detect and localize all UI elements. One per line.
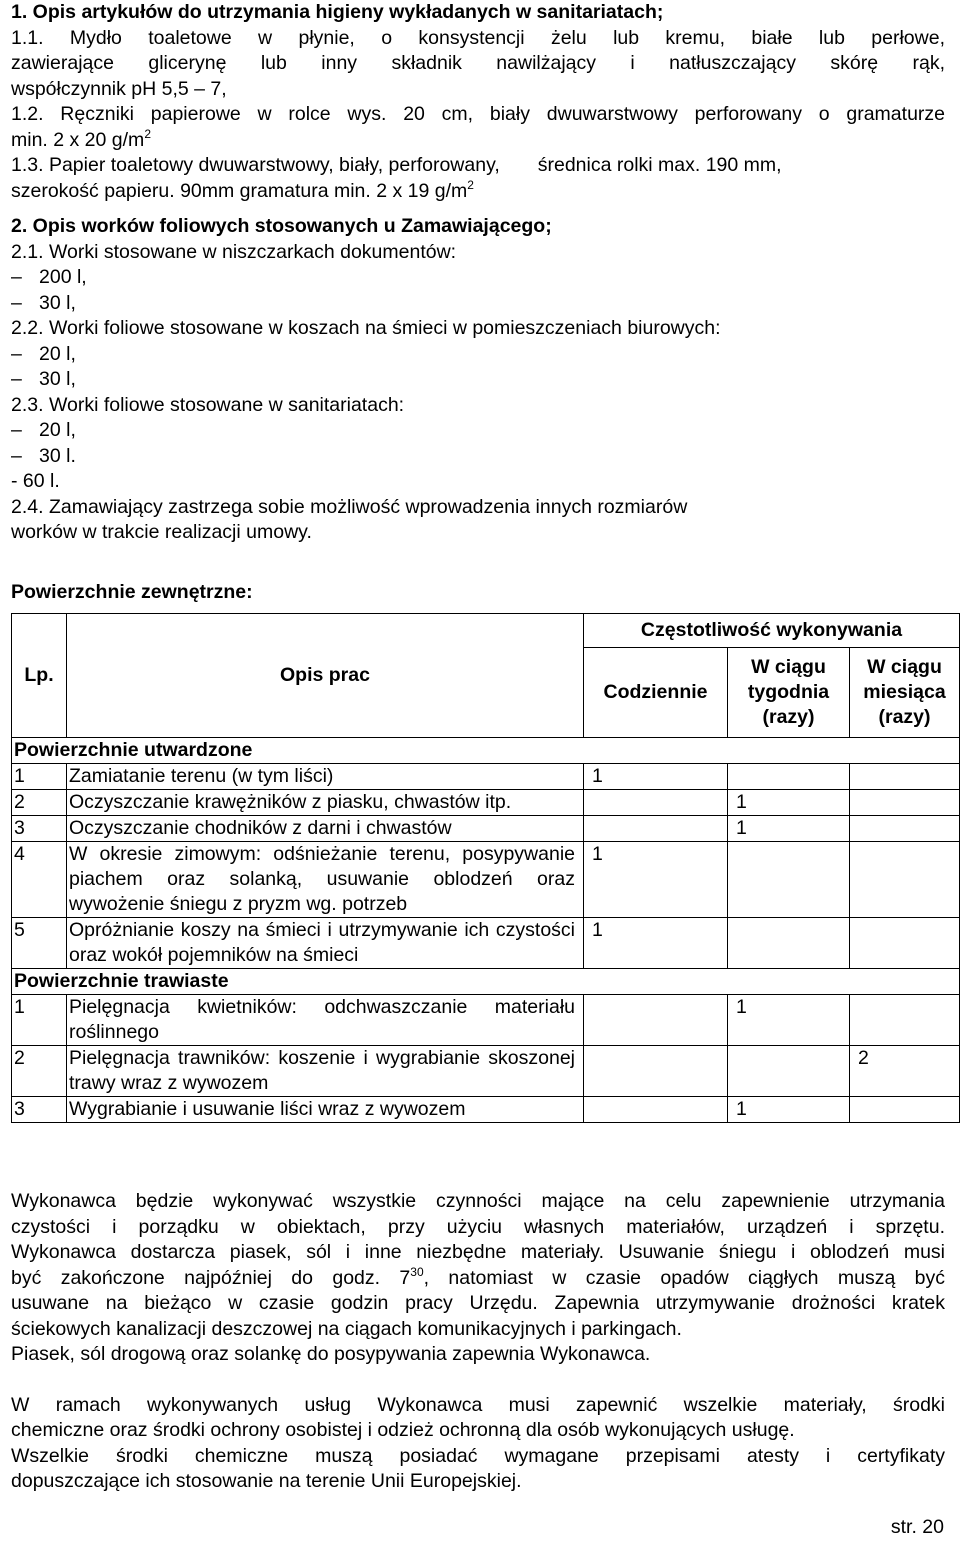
section-2-title: 2. Opis worków foliowych stosowanych u Zamawiającego;	[11, 215, 552, 237]
item-2-1: 2.1. Worki stosowane w niszczarkach dokumentów:	[11, 240, 457, 263]
cell-desc: Opróżnianie koszy na śmieci i utrzymywanie ich czystości oraz wokół pojemników na śmieci	[67, 918, 584, 969]
cell-weekly: 1	[728, 816, 850, 842]
table-row	[12, 1097, 960, 1123]
cell-monthly	[850, 790, 960, 816]
cell-desc: Pielęgnacja trawników: koszenie i wygrabianie skoszonej trawy wraz z wywozem	[67, 1046, 584, 1097]
cell-weekly: 1	[728, 1097, 850, 1123]
paragraph-line: ściekowych kanalizacji deszczowej na ciągach komunikacyjnych i parkingach.	[11, 1317, 682, 1340]
section-hard-surfaces: Powierzchnie utwardzone	[12, 738, 960, 764]
item-1-3-line-2: szerokość papieru. 90mm gramatura min. 2 x 19 $g/m^2$	[11, 177, 474, 202]
header-description: Opis prac	[67, 614, 584, 738]
item-2-4-line-2: worków w trakcie realizacji umowy.	[11, 521, 312, 543]
table-row	[12, 790, 960, 816]
section-grass-surfaces: Powierzchnie trawiaste	[12, 969, 960, 995]
header-monthly: W ciągu miesiąca (razy)	[850, 648, 960, 738]
work-schedule-table	[11, 613, 960, 1123]
cell-desc: W okresie zimowym: odśnieżanie terenu, posypywanie piachem oraz solanką, usuwanie oblodzeń oraz wywożenie śniegu z pryzm wg. potrzeb	[67, 842, 584, 918]
item-2-2: 2.2. Worki foliowe stosowane w koszach na śmieci w pomieszczeniach biurowych:	[11, 317, 721, 339]
paragraph-2	[11, 1393, 945, 1495]
header-frequency: Częstotliwość wykonywania	[584, 614, 960, 648]
paragraph-line: Wykonawca będzie wykonywać wszystkie czynności mające na celu zapewnienie utrzymania	[11, 1190, 945, 1212]
list-item: – 20 l,	[11, 418, 945, 444]
table-row	[12, 842, 960, 918]
cell-daily	[584, 816, 728, 842]
paragraph-line: usuwane na bieżąco w czasie godzin pracy Urzędu. Zapewnia utrzymywanie drożności kratek	[11, 1292, 945, 1314]
item-1-2-line-2: min. 2 x 20 $g/m^2$	[11, 126, 151, 151]
external-surfaces-title: Powierzchnie zewnętrzne:	[11, 580, 253, 603]
cell-daily	[584, 790, 728, 816]
cell-weekly: 1	[728, 790, 850, 816]
cell-lp: 3	[12, 816, 67, 842]
cell-monthly	[850, 918, 960, 969]
cell-weekly	[728, 764, 850, 790]
cell-lp: 5	[12, 918, 67, 969]
cell-monthly	[850, 764, 960, 790]
cell-weekly	[728, 1046, 850, 1097]
cell-monthly	[850, 1097, 960, 1123]
cell-desc: Zamiatanie terenu (w tym liści)	[67, 764, 584, 790]
cell-weekly	[728, 842, 850, 918]
cell-lp: 1	[12, 764, 67, 790]
cell-monthly: 2	[850, 1046, 960, 1097]
list-item: – 200 l,	[11, 265, 945, 291]
cell-desc: Oczyszczanie krawężników z piasku, chwastów itp.	[67, 790, 584, 816]
cell-daily: 1	[584, 842, 728, 918]
cell-lp: 2	[12, 1046, 67, 1097]
paragraph-line: czystości i porządku w obiektach, przy użyciu własnych materiałów, urządzeń i sprzętu.	[11, 1215, 945, 1238]
item-2-3: 2.3. Worki foliowe stosowane w sanitariatach:	[11, 393, 405, 416]
item-1-3-line-1	[11, 153, 945, 179]
cell-lp: 4	[12, 842, 67, 918]
list-item: - 60 l.	[11, 470, 60, 492]
table-row	[12, 764, 960, 790]
item-1-2-line-1: 1.2. Ręczniki papierowe w rolce wys. 20 cm, biały dwuwarstwowy perforowany o gramaturze	[11, 103, 945, 125]
cell-monthly	[850, 842, 960, 918]
item-1-1-line-3: współczynnik pH 5,5 – 7,	[11, 77, 227, 100]
cell-desc: Oczyszczanie chodników z darni i chwastów	[67, 816, 584, 842]
paragraph-line: Piasek, sól drogową oraz solankę do posypywania zapewnia Wykonawca.	[11, 1343, 651, 1365]
contractor-obligations	[11, 1189, 945, 1495]
item-1-3-text: 1.3. Papier toaletowy dwuwarstwowy, biały, perforowany, średnica rolki max. 190 mm,	[11, 154, 782, 176]
item-1-1-line-1: 1.1. Mydło toaletowe w płynie, o konsystencji żelu lub kremu, białe lub perłowe,	[11, 26, 945, 49]
cell-weekly	[728, 918, 850, 969]
table-row	[12, 918, 960, 969]
cell-daily: 1	[584, 918, 728, 969]
list-item: – 30 l,	[11, 291, 945, 317]
cell-daily	[584, 995, 728, 1046]
cell-desc: Wygrabianie i usuwanie liści wraz z wywozem	[67, 1097, 584, 1123]
paragraph-line: Wszelkie środki chemiczne muszą posiadać wymagane przepisami atesty i certyfikaty	[11, 1444, 945, 1467]
cell-lp: 2	[12, 790, 67, 816]
paragraph-line: chemiczne oraz środki ochrony osobistej i odzież ochronną dla osób wykonujących usługę.	[11, 1419, 795, 1441]
paragraph-line: Wykonawca dostarcza piasek, sól i inne niezbędne materiały. Usuwanie śniegu i oblodzeń musi	[11, 1241, 945, 1263]
cell-monthly	[850, 995, 960, 1046]
time-superscript: 30	[410, 1264, 424, 1279]
list-item: – 30 l,	[11, 367, 945, 393]
list-item: – 30 l.	[11, 444, 945, 470]
cell-lp: 3	[12, 1097, 67, 1123]
header-weekly: W ciągu tygodnia (razy)	[728, 648, 850, 738]
paragraph-line: W ramach wykonywanych usług Wykonawca musi zapewnić wszelkie materiały, środki	[11, 1393, 945, 1416]
paragraph-line-with-time: być zakończone najpóźniej do godz. $7^{30}$, natomiast w czasie opadów ciągłych muszą być	[11, 1264, 945, 1289]
list-item: – 20 l,	[11, 342, 945, 368]
table-row	[12, 816, 960, 842]
cell-desc: Pielęgnacja kwietników: odchwaszczanie materiału roślinnego	[67, 995, 584, 1046]
document-body	[11, 0, 945, 605]
item-1-1-line-2: zawierające glicerynę lub inny składnik nawilżający i natłuszczający skórę rąk,	[11, 52, 945, 74]
paragraph-line: dopuszczające ich stosowanie na terenie Unii Europejskiej.	[11, 1470, 522, 1492]
cell-monthly	[850, 816, 960, 842]
cell-daily: 1	[584, 764, 728, 790]
cell-daily	[584, 1097, 728, 1123]
cell-weekly: 1	[728, 995, 850, 1046]
header-daily: Codziennie	[584, 648, 728, 738]
section-1-title: 1. Opis artykułów do utrzymania higieny wykładanych w sanitariatach;	[11, 1, 664, 23]
table-row	[12, 1046, 960, 1097]
header-lp: Lp.	[12, 614, 67, 738]
table-row	[12, 995, 960, 1046]
page-number: str. 20	[890, 1516, 944, 1538]
cell-daily	[584, 1046, 728, 1097]
paragraph-1	[11, 1189, 945, 1368]
cell-lp: 1	[12, 995, 67, 1046]
item-2-4-line-1: 2.4. Zamawiający zastrzega sobie możliwość wprowadzenia innych rozmiarów	[11, 495, 688, 518]
